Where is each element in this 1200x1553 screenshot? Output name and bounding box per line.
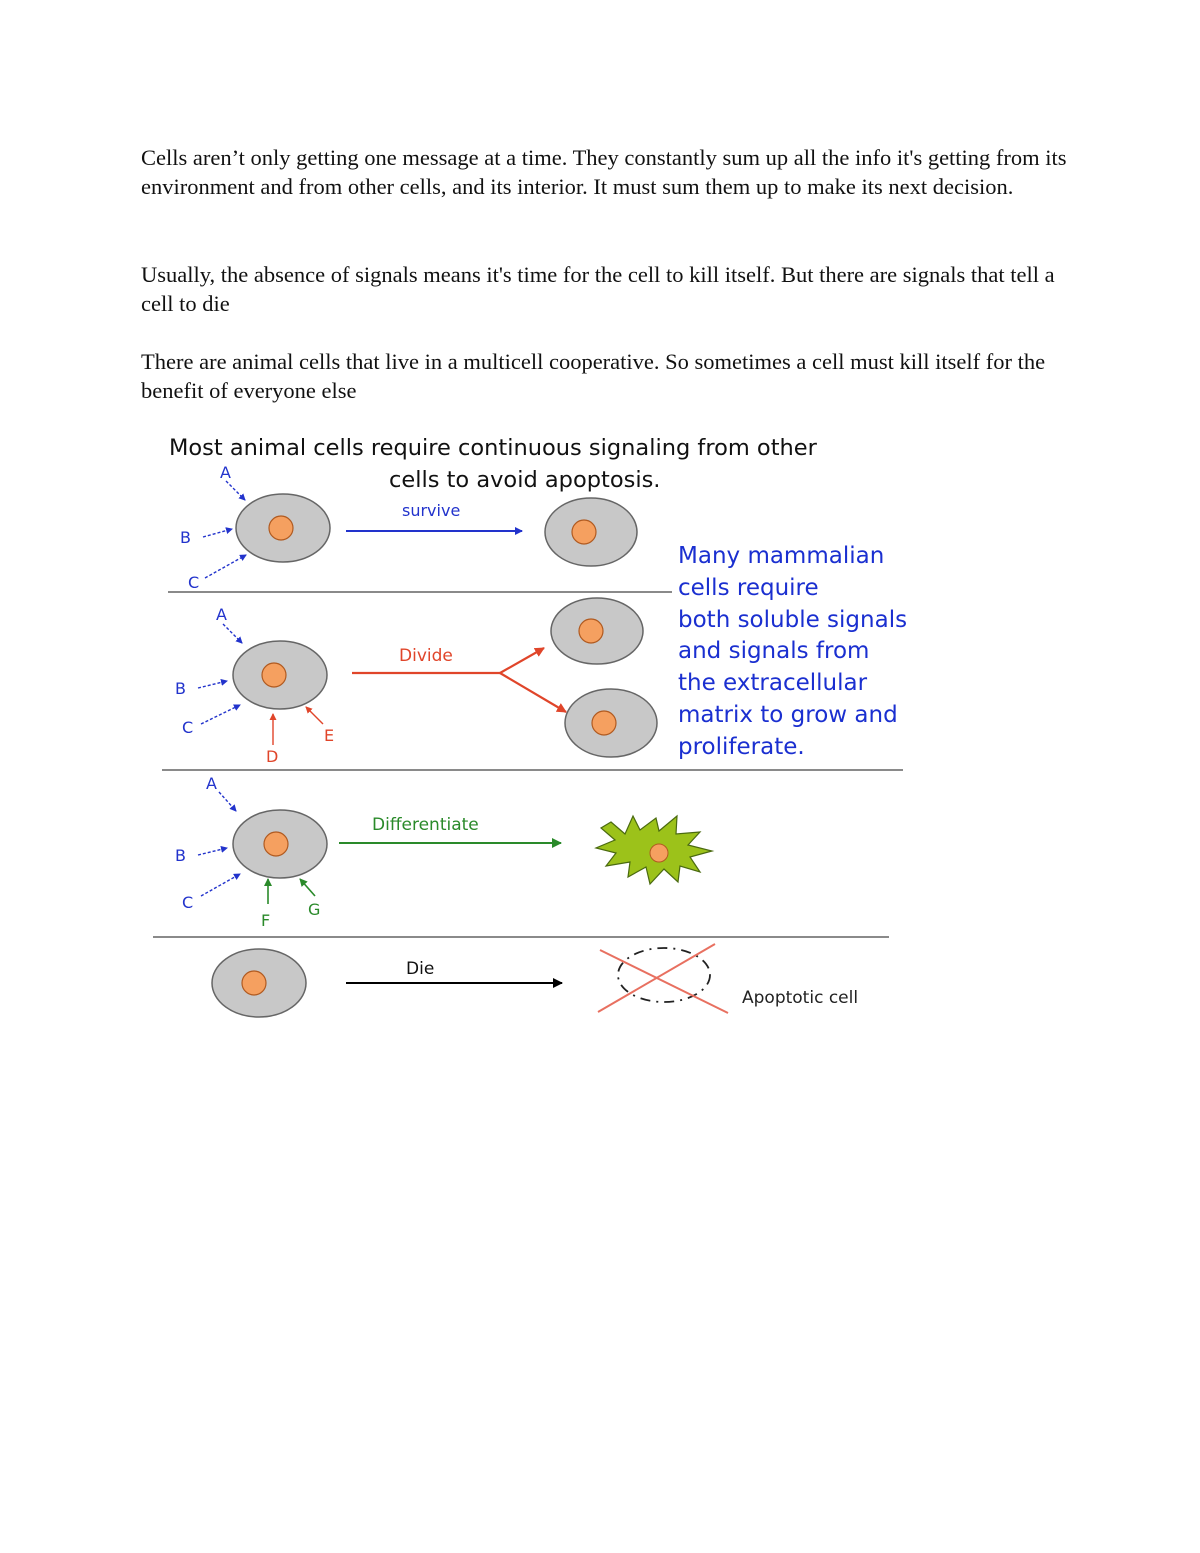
signal-label-g: G [308,900,321,919]
nucleus [592,711,616,735]
signal-label-b: B [175,846,186,865]
signal-arrow-c [205,555,246,578]
row-die [212,944,858,1017]
cell-before-survive [236,494,330,562]
paragraph-absence-of-signals: Usually, the absence of signals means it's time for the cell to kill itself. But there are signals that tell a cell to die [141,262,1055,316]
cell-after-survive [545,498,637,566]
signal-label-b: B [180,528,191,547]
signal-arrow-c [201,874,240,896]
nucleus [262,663,286,687]
daughter-cell-top [551,598,643,664]
cell-before-die [212,949,306,1017]
die-label: Die [406,959,435,979]
signal-arrow-a [223,624,242,643]
signal-label-f: F [261,911,271,930]
cell-before-divide [233,641,327,709]
signal-arrow-e [306,707,323,724]
nucleus [579,619,603,643]
side-note-line-1: Many mammalian [678,543,885,569]
paragraph-multicell-cooperative: There are animal cells that live in a multicell cooperative. So sometimes a cell must kill itself for the benefit of everyone else [141,349,1046,403]
divide-label: Divide [399,646,453,666]
paragraph-signals-sum: Cells aren’t only getting one message at a time. They constantly sum up all the info it's getting from its environment and from other cells, and its interior. It must sum them up to make its next decision. [141,145,1067,199]
nucleus [242,971,266,995]
divide-arrow-up [500,648,544,673]
daughter-cell-bottom [565,689,657,757]
side-note-line-7: proliferate. [678,734,805,760]
apoptotic-cell-label: Apoptotic cell [742,988,859,1008]
side-note-line-3: both soluble signals [678,607,908,633]
signal-arrow-b [198,848,227,855]
signal-arrow-a [219,792,236,811]
apoptotic-cell-icon [598,944,728,1013]
signal-label-a: A [206,774,217,793]
nucleus [650,844,668,862]
figure-title-line1: Most animal cells require continuous signaling from other [169,435,817,461]
figure-title-line2: cells to avoid apoptosis. [389,467,661,493]
signal-label-c: C [182,893,194,912]
signal-label-c: C [182,718,194,737]
signal-arrow-g [300,879,315,896]
signal-label-a: A [216,605,227,624]
signal-label-e: E [324,726,335,745]
divide-arrow-down [500,673,566,712]
nucleus [269,516,293,540]
signal-label-a: A [220,463,231,482]
side-note [678,543,907,760]
nucleus [572,520,596,544]
nucleus [264,832,288,856]
differentiate-label: Differentiate [372,815,479,835]
cell-before-differentiate [233,810,327,878]
survive-label: survive [402,501,461,520]
side-note-line-4: and signals from [678,638,870,664]
side-note-line-2: cells require [678,575,819,601]
signal-arrow-c [201,705,240,724]
differentiated-cell [596,816,712,884]
signal-arrow-a [226,481,245,500]
signal-arrow-b [203,529,232,537]
signal-arrow-b [198,681,227,688]
side-note-line-6: matrix to grow and [678,702,898,728]
signal-label-b: B [175,679,186,698]
side-note-line-5: the extracellular [678,670,868,696]
row-differentiate [175,774,712,930]
row-divide [175,598,657,766]
signal-label-c: C [188,573,200,592]
signal-label-d: D [266,747,279,766]
